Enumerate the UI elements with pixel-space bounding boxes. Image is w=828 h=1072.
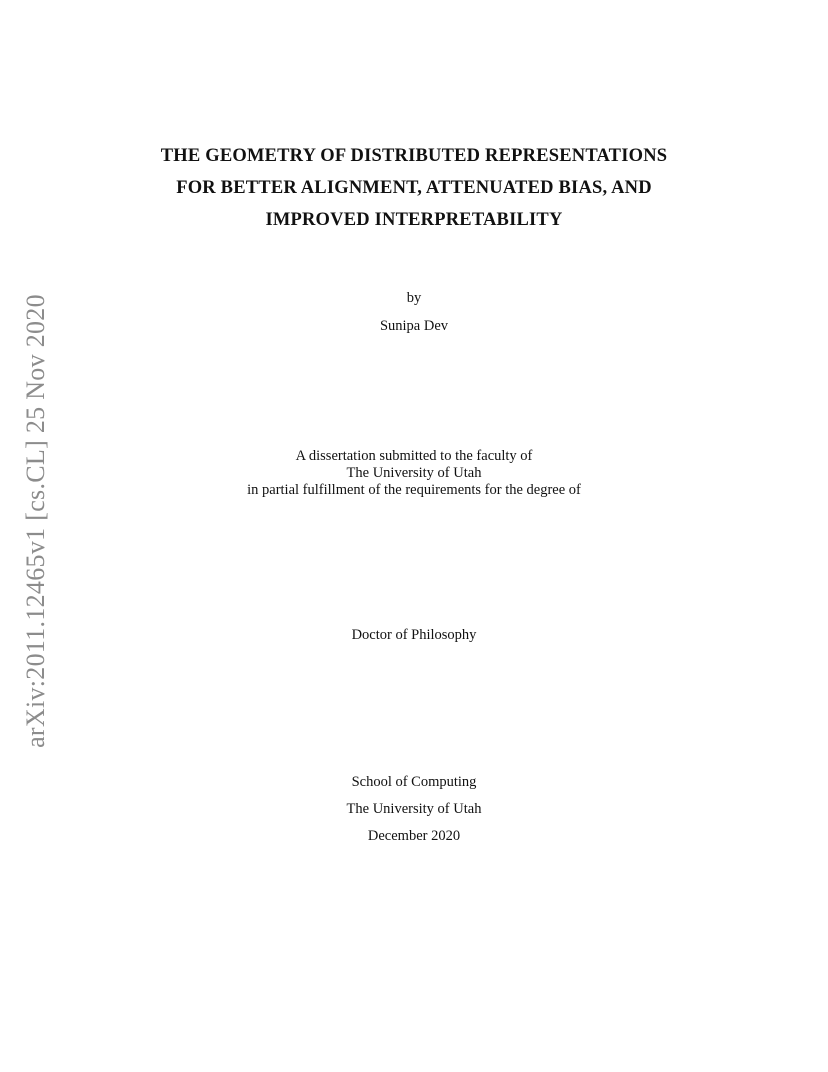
title-line-3: IMPROVED INTERPRETABILITY [265,210,563,230]
submission-statement [0,448,828,499]
university-name: The University of Utah [346,801,482,817]
title-line-1: THE GEOMETRY OF DISTRIBUTED REPRESENTATIONS [160,146,668,166]
school-name: School of Computing [351,774,477,790]
submission-line-3: in partial fulfillment of the requirements for the degree of [247,482,581,498]
submission-line-2: The University of Utah [346,465,482,481]
submission-line-1: A dissertation submitted to the faculty of [295,448,533,464]
dissertation-title [0,140,828,236]
submission-date: December 2020 [367,828,461,844]
arxiv-identifier-stamp: arXiv:2011.12465v1 [cs.CL] 25 Nov 2020 [21,294,50,748]
author-name: Sunipa Dev [379,318,449,334]
title-line-2: FOR BETTER ALIGNMENT, ATTENUATED BIAS, AND [176,178,652,198]
degree-name: Doctor of Philosophy [351,627,477,643]
by-label: by [406,290,422,306]
